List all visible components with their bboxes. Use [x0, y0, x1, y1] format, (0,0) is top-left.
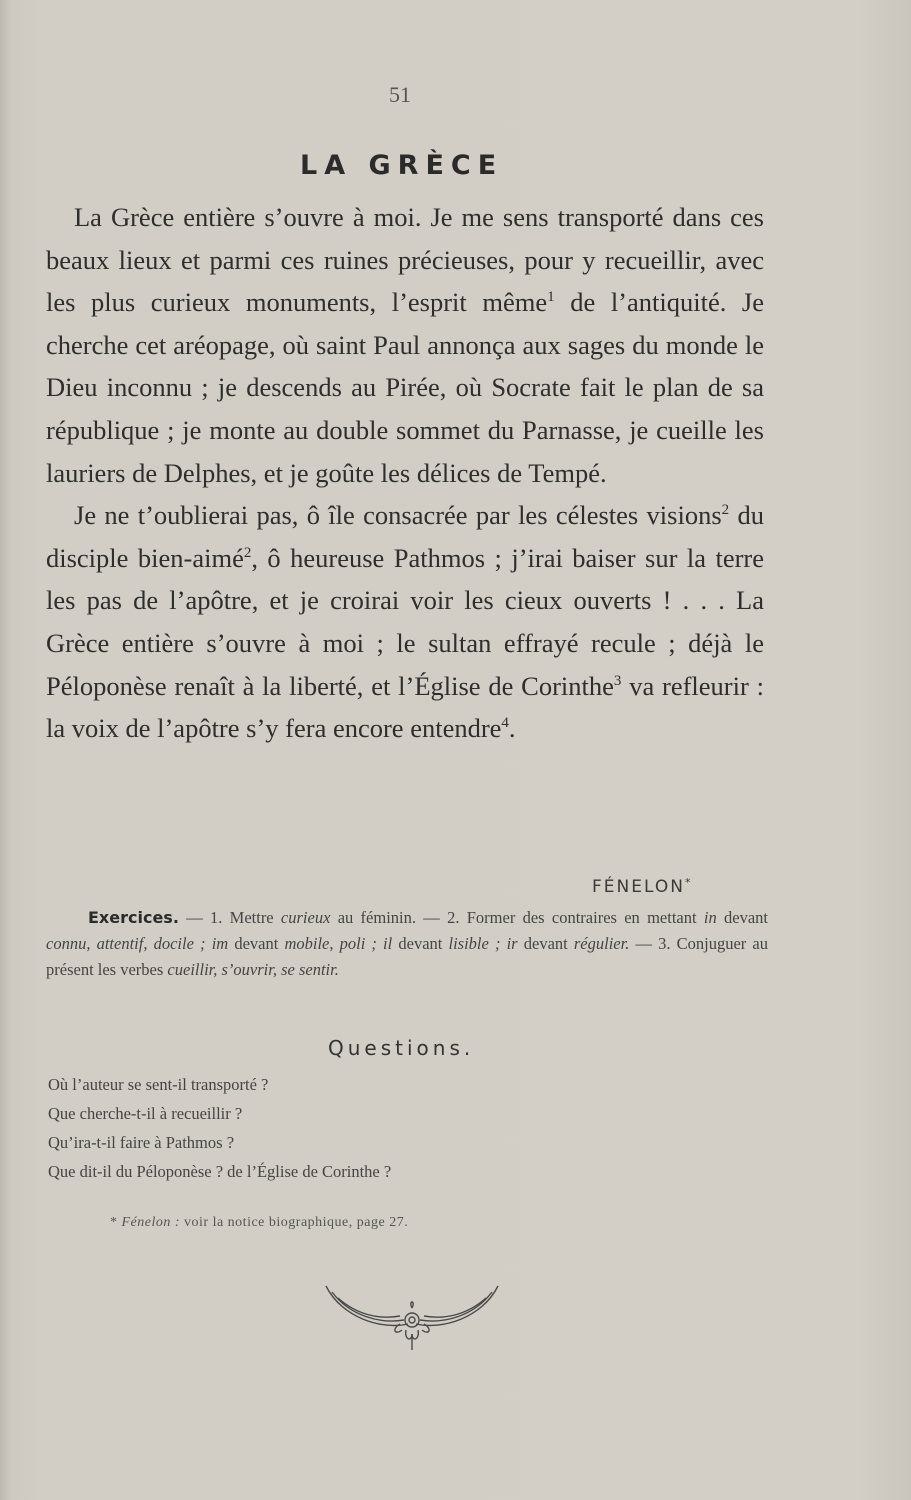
exercises-label: Exercices.	[88, 908, 179, 927]
questions-heading: Questions.	[328, 1036, 475, 1060]
page-number: 51	[389, 82, 411, 107]
question-item: Que cherche-t-il à recueillir ?	[48, 1104, 243, 1123]
question-item: Qu’ira-t-il faire à Pathmos ?	[48, 1133, 235, 1152]
floral-ornament-icon	[322, 1278, 502, 1363]
exercises-block: Exercices. — 1. Mettre curieux au féminin. — 2. Former des contraires en mettant in devant connu, attentif, docile ; im devant mobile, poli ; il devant lisible ; ir devant régulier. — 3. Conjuguer au présent les verbes cueillir, s’ouvrir, se sentir.	[46, 908, 768, 979]
footnote-ref: 2	[721, 502, 730, 519]
footnote-ref: 1	[547, 289, 555, 306]
question-item: Que dit-il du Péloponèse ? de l’Église de Corinthe ?	[48, 1162, 392, 1181]
question-item: Où l’auteur se sent-il transporté ?	[48, 1075, 269, 1094]
main-text	[46, 196, 764, 750]
footnote-ref: 3	[613, 672, 622, 689]
author-signature: FÉNELON*	[592, 876, 693, 897]
footnote-ref: 4	[501, 715, 509, 732]
questions-list	[48, 1070, 391, 1186]
paragraph: La Grèce entière s’ouvre à moi. Je me sens transporté dans ces beaux lieux et parmi ces ruines précieuses, pour y recueillir, avec les plus curieux monuments, l’esprit même$^1$ de l’antiquité. Je cherche cet aréopage, où saint Paul annonça aux sages du monde le Dieu inconnu ; je descends au Pirée, où Socrate fait le plan de sa république ; je monte au double sommet du Parnasse, je cueille les lauriers de Delphes, et je goûte les délices de Tempé.	[46, 202, 765, 488]
footnote: * Fénelon : voir la notice biographique, page 27.	[110, 1215, 409, 1230]
footnote-ref: 2	[243, 544, 252, 561]
chapter-title: LA GRÈCE	[300, 150, 504, 181]
paragraph: Je ne t’oublierai pas, ô île consacrée par les célestes visions$^2$ du disciple bien-aimé$^2$, ô heureuse Pathmos ; j’irai baiser sur la terre les pas de l’apôtre, et je croirai voir les cieux ouverts ! . . . La Grèce entière s’ouvre à moi ; le sultan effrayé recule ; déjà le Péloponèse renaît à la liberté, et l’Église de Corinthe$^3$ va refleurir : la voix de l’apôtre s’y fera encore entendre$^4$.	[46, 500, 765, 744]
